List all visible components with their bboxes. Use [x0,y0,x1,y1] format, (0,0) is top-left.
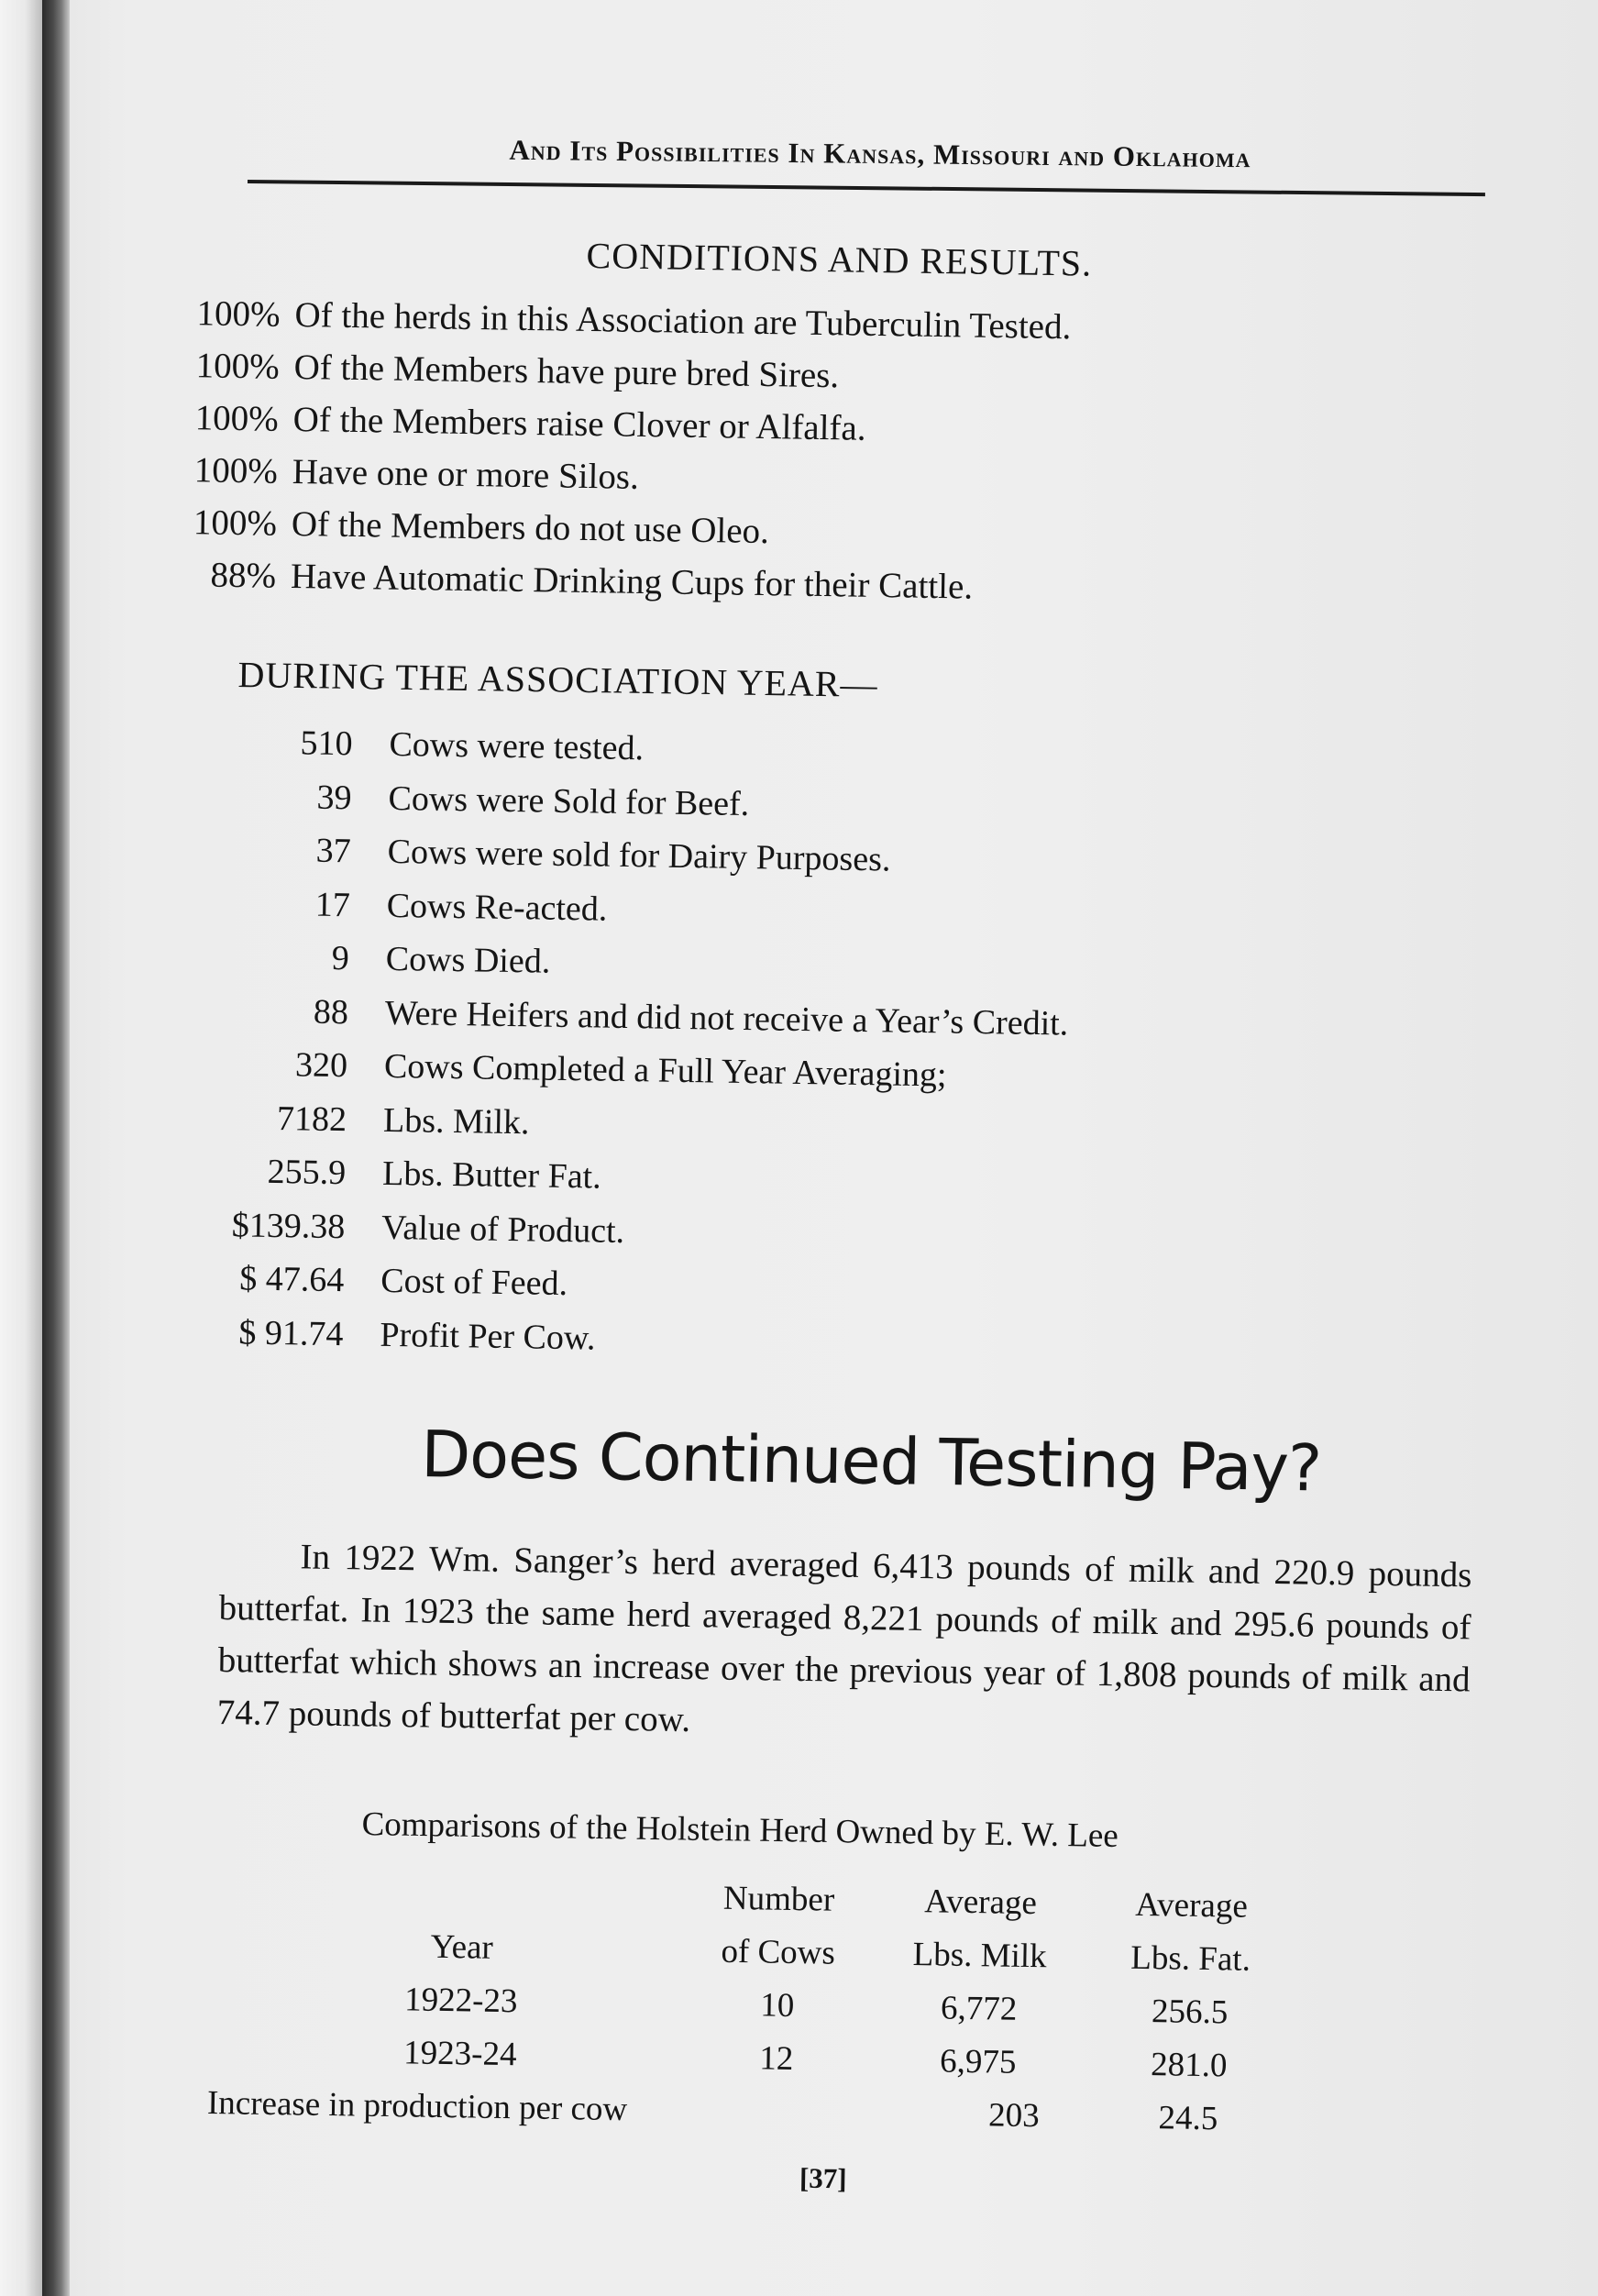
association-year-list [210,715,1073,1373]
year-stat-text: Cows Died. [385,940,551,981]
table-caption: Comparisons of the Holstein Herd Owned by E. W. Lee [361,1805,1119,1855]
page-gutter-edge [0,0,42,2296]
year-stat-value: $139.38 [231,1206,346,1246]
year-stat-text: Cows were Sold for Beef. [388,778,750,823]
year-stat-value: 9 [331,939,350,978]
year-stat-text: Value of Product. [380,1208,625,1251]
book-binding-shadow [42,0,70,2296]
association-year-title: DURING THE ASSOCIATION YEAR— [237,653,878,705]
condition-text: Of the Members do not use Oleo. [291,503,770,552]
running-head-rule [248,180,1485,196]
cell-fat: 281.0 [1150,2046,1228,2085]
condition-text: Have Automatic Drinking Cups for their Cattle. [290,556,974,607]
cell-cows: 10 [759,1986,795,2026]
year-stat-text: Profit Per Cow. [380,1315,596,1358]
year-stat-value: 39 [316,778,352,818]
year-stat-value: 37 [315,831,352,871]
page-number: [37] [799,2161,847,2195]
year-stat-value: 7182 [276,1098,347,1139]
condition-percent: 88% [210,555,277,596]
condition-percent: 100% [196,293,281,335]
year-stat-text: Were Heifers and did not receive a Year’s Credit. [384,993,1069,1043]
header-milk-line2: Lbs. Milk [912,1936,1047,1976]
condition-text: Of the Members raise Clover or Alfalfa. [292,399,866,448]
association-year-title-block [237,653,878,706]
year-stat-text: Cows Re-acted. [386,886,608,929]
year-stat-text: Cows were tested. [389,725,645,768]
increase-label: Increase in production per cow [206,2083,628,2129]
year-stat-value: 88 [313,992,349,1032]
increase-fat: 24.5 [1158,2099,1218,2138]
condition-text: Of the Members have pure bred Sires. [293,347,840,396]
condition-percent: 100% [194,398,280,439]
year-stat-text: Lbs. Milk. [382,1100,530,1142]
year-stat-text: Lbs. Butter Fat. [381,1154,602,1197]
year-stat-value: 17 [314,885,351,924]
conditions-title-block [586,234,1092,285]
body-paragraph: In 1922 Wm. Sanger’s herd averaged 6,413 pounds of milk and 220.9 pounds butterfat. In 1923 the same herd averaged 8,221 pounds of milk and 295.6 pounds of butterfat which shows an increase over the previous year of 1,808 pounds of milk and 74.7 pounds of butterfat per cow. [216,1537,1472,1740]
year-stat-value: 255.9 [267,1153,347,1193]
header-year: Year [430,1927,494,1967]
condition-text: Have one or more Silos. [292,451,640,497]
running-head: And Its Possibilities In Kansas, Missouri and Oklahoma [509,133,1251,174]
header-fat-line1: Average [1134,1885,1249,1926]
year-stat-text: Cost of Feed. [380,1262,568,1304]
increase-milk: 203 [987,2096,1040,2136]
cell-fat: 256.5 [1151,1992,1229,2032]
header-cows-line1: Number [722,1879,835,1919]
condition-percent: 100% [193,502,278,544]
conditions-title: CONDITIONS AND RESULTS. [586,234,1093,284]
year-stat-text: Cows were sold for Dairy Purposes. [387,833,891,879]
cell-cows: 12 [759,2039,794,2079]
year-stat-value: 510 [300,723,353,764]
cell-milk: 6,772 [940,1989,1018,2028]
conditions-list [175,287,1072,614]
year-stat-value: $ 91.74 [238,1313,344,1353]
section-headline: Does Continued Testing Pay? [420,1417,1322,1507]
year-stat-value: 320 [294,1045,348,1086]
cell-year: 1923-24 [402,2034,517,2074]
cell-milk: 6,975 [939,2042,1017,2081]
header-milk-line1: Average [923,1882,1038,1923]
year-stat-value: $ 47.64 [239,1259,345,1300]
cell-year: 1922-23 [403,1981,518,2021]
condition-percent: 100% [193,450,279,491]
header-fat-line2: Lbs. Fat. [1130,1938,1251,1979]
header-cows-line2: of Cows [721,1932,836,1972]
year-stat-text: Cows Completed a Full Year Averaging; [383,1047,947,1095]
condition-text: Of the herds in this Association are Tuberculin Tested. [294,294,1072,348]
condition-percent: 100% [195,346,280,387]
comparison-table [206,1871,1356,2155]
